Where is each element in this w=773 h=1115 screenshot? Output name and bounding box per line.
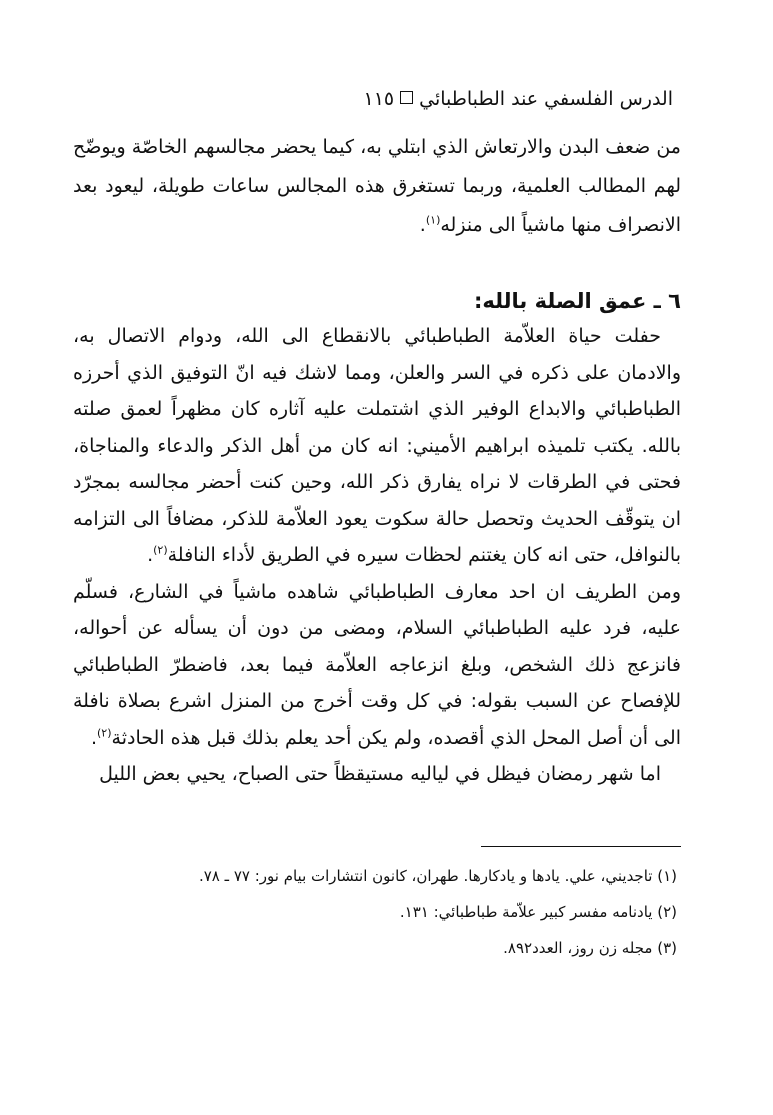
header-square-icon xyxy=(400,91,413,104)
footnote-item: (١) تاجديني، علي. يادها و يادكارها. طهران، كانون انتشارات بيام نور: ٧٧ ـ ٧٨. xyxy=(198,867,677,885)
page-number: ١١٥ xyxy=(363,88,395,110)
header-title: الدرس الفلسفي عند الطباطبائي xyxy=(419,88,673,110)
paragraph-end: . xyxy=(90,726,97,749)
intro-end: . xyxy=(419,214,426,236)
paragraph xyxy=(73,318,681,574)
footnote-ref-3: (٢) xyxy=(97,726,112,740)
paragraph-text: ومن الطريف ان احد معارف الطباطبائي شاهده ماشياً في الشارع، فسلّم عليه، فرد عليه الطباطبائي السلام، ومضى من دون أن يسأله عن أحواله، فانزعج ذلك الشخص، وبلغ انزعاجه العلاّمة فيما بعد، فاضطرّ الطباطبائي للإفصاح عن السبب بقوله: في كل وقت أخرج من المنزل اشرع بصلاة نافلة الى أن أصل المحل الذي أقصده، ولم يكن أحد يعلم بذلك قبل هذه الحادثة xyxy=(73,580,681,749)
footnotes xyxy=(77,858,677,966)
footnote-ref-2: (٢) xyxy=(153,543,168,557)
footnote-item: (٣) مجله زن روز، العدد٨٩٢. xyxy=(503,939,677,957)
paragraph-end: . xyxy=(147,544,154,566)
intro-paragraph xyxy=(73,128,681,245)
paragraph-text: حفلت حياة العلاّمة الطباطبائي بالانقطاع الى الله، ودوام الاتصال به، والادمان على ذكره في السر والعلن، ومما لاشك فيه انّ التوفيق الذي أحرزه الطباطبائي والابداع الوفير الذي اشتملت عليه آثاره كان مظهراً لعمق صلته بالله. يكتب تلميذه ابراهيم الأميني: انه كان من أهل الذكر والدعاء والمناجاة، فحتى في الطرقات لا نراه يفارق ذكر الله، وحين كنت أحضر مجالسه بمجرّد ان يتوقّف الحديث وتحصل حالة سكوت يعود العلاّمة للذكر، مضافاً الى التزامه بالنوافل، حتى انه كان يغتنم لحظات سيره في الطريق لأداء النافلة xyxy=(73,325,681,566)
section-body xyxy=(73,318,681,793)
section-heading: ٦ ـ عمق الصلة بالله: xyxy=(473,289,681,313)
paragraph xyxy=(73,574,681,757)
paragraph xyxy=(73,756,681,793)
paragraph-text: اما شهر رمضان فيظل في لياليه مستيقظاً حتى الصباح، يحيي بعض الليل xyxy=(99,763,661,785)
intro-text: من ضعف البدن والارتعاش الذي ابتلي به، كيما يحضر مجالسهم الخاصّة ويوضّح لهم المطالب العلمية، وربما تستغرق هذه المجالس ساعات طويلة، ليعود بعد الانصراف منها ماشياً الى منزله xyxy=(73,136,681,236)
footnote-ref-1: (١) xyxy=(425,213,441,227)
running-header xyxy=(103,86,673,112)
footnote-item: (٢) يادنامه مفسر كبير علاّمة طباطبائي: ١٣١. xyxy=(399,903,677,921)
footnote-divider xyxy=(481,846,681,847)
